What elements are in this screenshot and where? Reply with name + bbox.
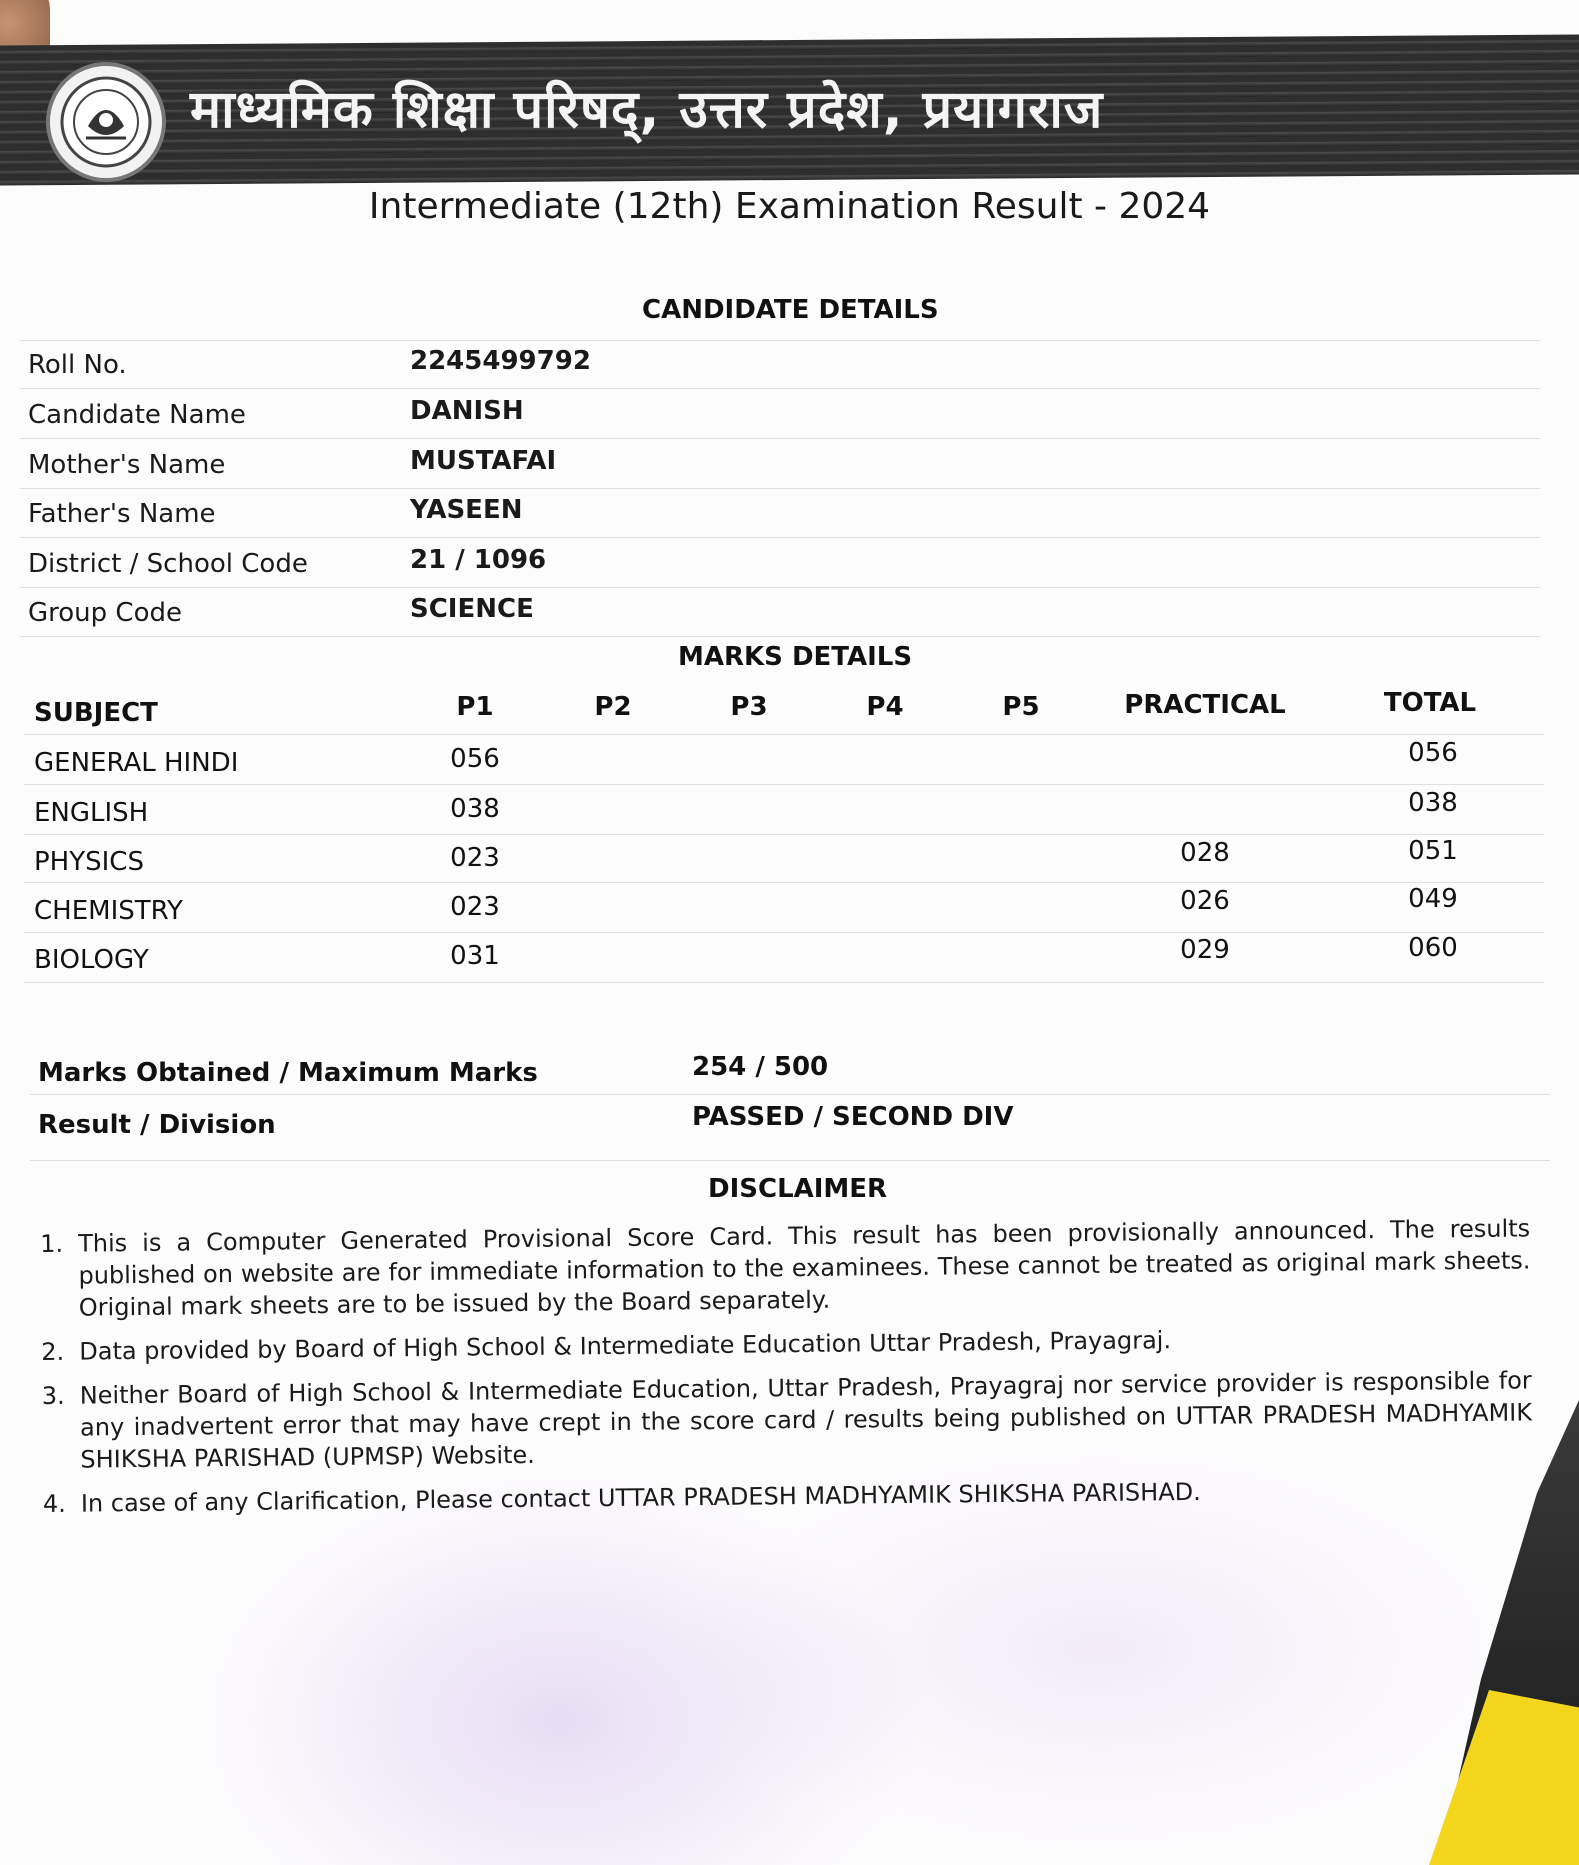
father-name-label: Father's Name	[28, 499, 216, 529]
divider	[20, 488, 1540, 489]
district-school-code-label: District / School Code	[28, 549, 308, 579]
disclaimer-number: 2.	[41, 1337, 65, 1366]
disclaimer-text: Neither Board of High School & Intermediate Education, Uttar Pradesh, Prayagraj nor service provider is responsible for any inadvertent error that may have crept in the score card / results being published on UTTAR PRADESH MADHYAMIK SHIKSHA PARISHAD (UPMSP) Website.	[79, 1366, 1533, 1474]
divider	[30, 1094, 1550, 1095]
divider	[20, 587, 1540, 588]
divider	[24, 982, 1544, 983]
group-code-label: Group Code	[28, 598, 182, 628]
divider	[20, 438, 1540, 439]
divider	[20, 388, 1540, 389]
p1-mark: 038	[450, 794, 500, 824]
divider	[24, 734, 1544, 735]
divider	[20, 537, 1540, 538]
disclaimer-item	[43, 1472, 1533, 1520]
disclaimer-text: In case of any Clarification, Please contact UTTAR PRADESH MADHYAMIK SHIKSHA PARISHAD.	[80, 1477, 1201, 1518]
divider	[30, 1160, 1550, 1161]
col-practical-header: PRACTICAL	[1124, 690, 1286, 720]
col-p2-header: P2	[594, 692, 632, 722]
col-p3-header: P3	[730, 692, 768, 722]
subject-name: ENGLISH	[34, 798, 149, 828]
marks-obtained-label: Marks Obtained / Maximum Marks	[38, 1058, 538, 1088]
practical-mark: 028	[1180, 838, 1230, 868]
result-division-value: PASSED / SECOND DIV	[692, 1102, 1014, 1132]
father-name-value: YASEEN	[410, 495, 523, 525]
marks-details-heading: MARKS DETAILS	[678, 642, 913, 672]
candidate-name-value: DANISH	[410, 396, 524, 426]
exam-title: Intermediate (12th) Examination Result - 2024	[368, 186, 1211, 227]
practical-mark: 026	[1180, 886, 1230, 916]
disclaimer-item	[41, 1320, 1531, 1368]
divider	[24, 932, 1544, 933]
disclaimer-list	[40, 1212, 1533, 1532]
marks-obtained-value: 254 / 500	[692, 1052, 829, 1082]
col-subject-header: SUBJECT	[34, 698, 158, 728]
divider	[20, 636, 1540, 637]
candidate-name-label: Candidate Name	[28, 400, 246, 430]
total-mark: 049	[1408, 884, 1458, 914]
result-division-label: Result / Division	[38, 1110, 276, 1140]
disclaimer-number: 1.	[40, 1229, 64, 1258]
board-title: माध्यमिक शिक्षा परिषद्, उत्तर प्रदेश, प्रयागराज	[190, 80, 1104, 140]
p1-mark: 031	[450, 941, 500, 971]
col-p5-header: P5	[1002, 692, 1040, 722]
divider	[24, 834, 1544, 835]
board-logo-icon	[46, 62, 166, 182]
mother-name-value: MUSTAFAI	[410, 446, 557, 476]
disclaimer-number: 3.	[41, 1381, 65, 1410]
disclaimer-text: This is a Computer Generated Provisional Score Card. This result has been provisionally announced. The results published on website are for immediate information to the examinees. These cannot be treated as original mark sheets. Original mark sheets are to be issued by the Board separately.	[78, 1214, 1531, 1322]
divider	[24, 882, 1544, 883]
district-school-code-value: 21 / 1096	[410, 545, 547, 575]
total-mark: 056	[1408, 738, 1458, 768]
roll-no-value: 2245499792	[410, 346, 591, 376]
practical-mark: 029	[1180, 935, 1230, 965]
divider	[20, 340, 1540, 341]
group-code-value: SCIENCE	[410, 594, 534, 624]
disclaimer-item	[42, 1364, 1533, 1476]
subject-name: BIOLOGY	[34, 945, 149, 975]
roll-no-label: Roll No.	[28, 350, 127, 380]
disclaimer-heading: DISCLAIMER	[708, 1174, 888, 1204]
total-mark: 060	[1408, 933, 1458, 963]
candidate-details-heading: CANDIDATE DETAILS	[642, 295, 939, 325]
col-total-header: TOTAL	[1383, 688, 1477, 718]
p1-mark: 023	[450, 843, 500, 873]
col-p1-header: P1	[456, 692, 494, 722]
subject-name: GENERAL HINDI	[34, 748, 239, 778]
disclaimer-number: 4.	[42, 1489, 66, 1518]
subject-name: PHYSICS	[34, 847, 144, 877]
total-mark: 051	[1408, 836, 1458, 866]
p1-mark: 056	[450, 744, 500, 774]
subject-name: CHEMISTRY	[34, 896, 183, 926]
total-mark: 038	[1408, 788, 1458, 818]
disclaimer-text: Data provided by Board of High School & Intermediate Education Uttar Pradesh, Prayagraj.	[79, 1326, 1172, 1366]
p1-mark: 023	[450, 892, 500, 922]
mother-name-label: Mother's Name	[28, 450, 226, 480]
col-p4-header: P4	[866, 692, 904, 722]
disclaimer-item	[40, 1212, 1531, 1324]
divider	[24, 784, 1544, 785]
